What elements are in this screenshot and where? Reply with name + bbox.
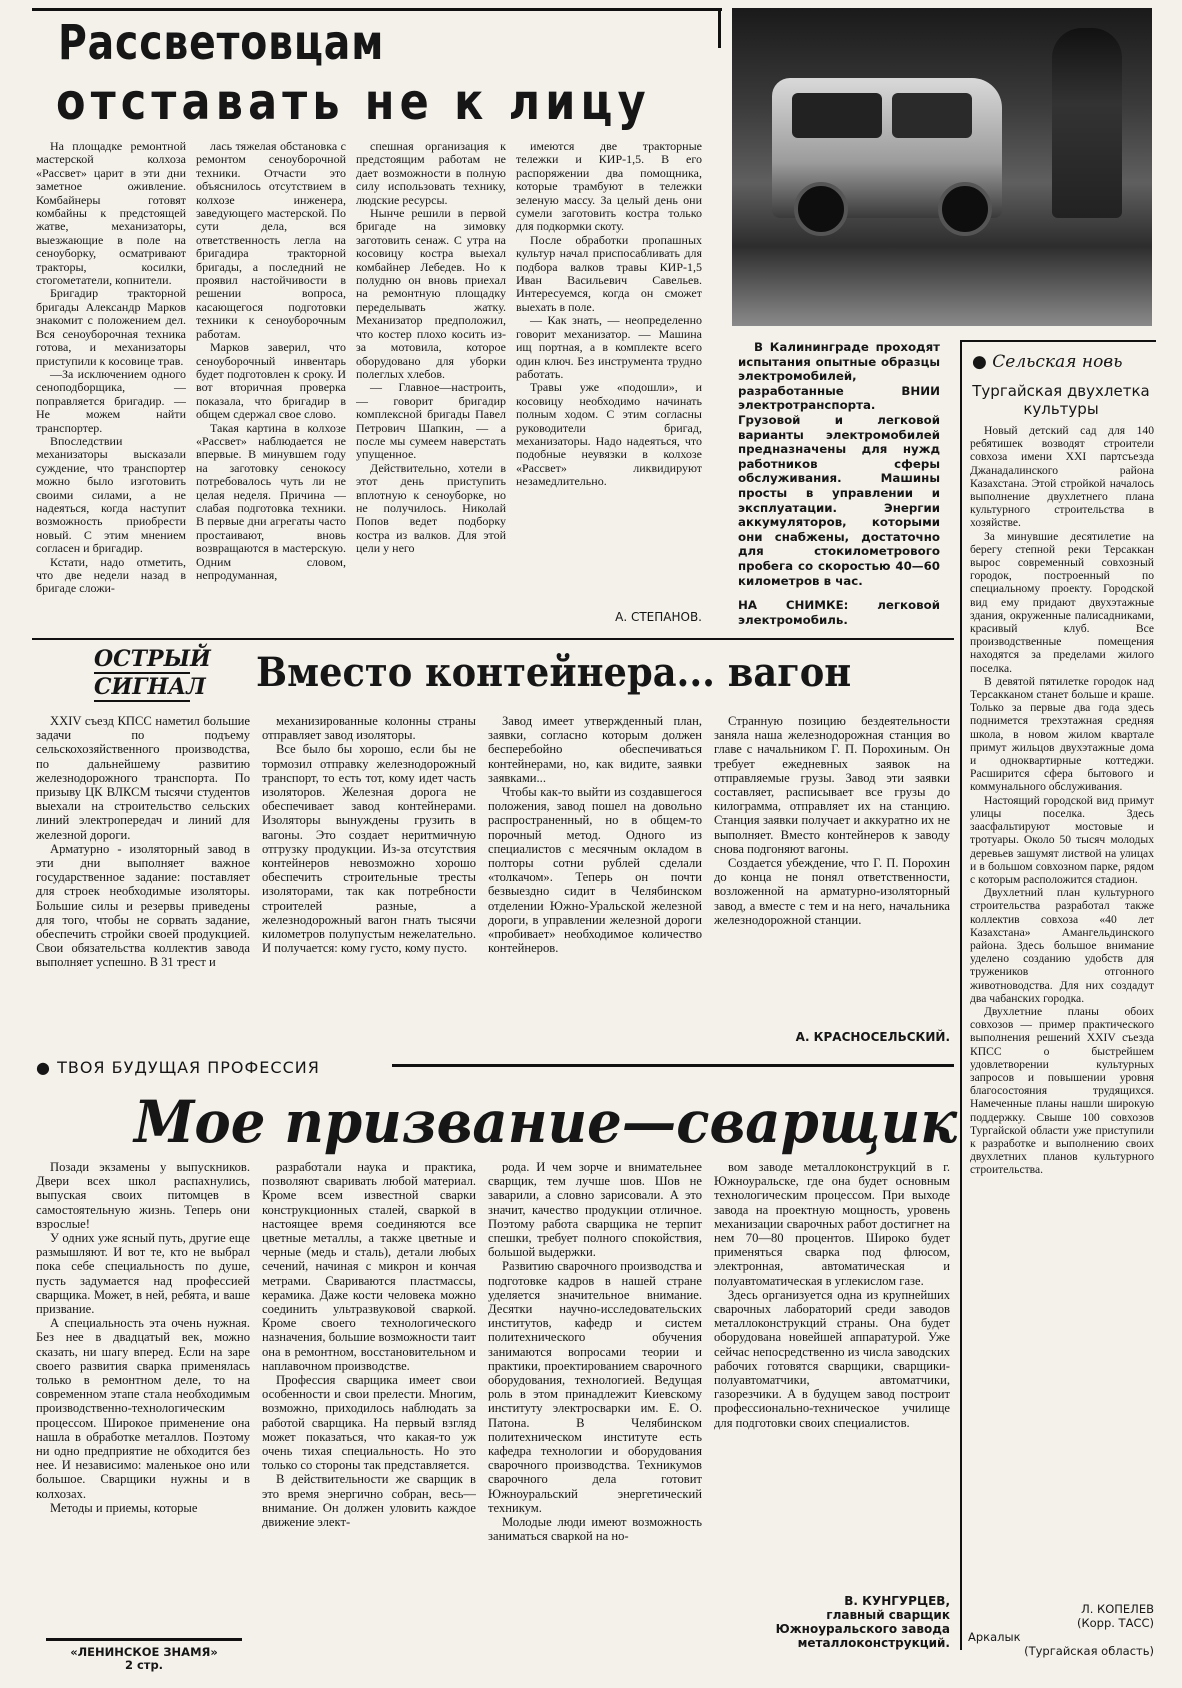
sidebar-text (970, 424, 1154, 1600)
paragraph: —За исключением одного сеноподборщика, — поправляется бригадир. — Не можем найти транспортер. (36, 366, 186, 435)
paragraph: Чтобы как-то выйти из создавшегося положения, завод пошел на довольно распространенный, но в общем-то порочный метод. Одного из специалистов с месячным окладом в полторы сотни рублей сделали «толкачом». Теперь он почти безвыездно сидит в Челябинском отделении Южно-Уральской железной дороги, в управлении железной дороги «пробивает» необходимое количество контейнеров. (488, 785, 702, 956)
article3-rubric (36, 1058, 376, 1077)
article2-signature: А. КРАСНОСЕЛЬСКИЙ. (795, 1030, 950, 1044)
sidebar-frame-left (960, 340, 962, 1650)
kicker-line2: СИГНАЛ (94, 674, 206, 700)
article1-column-4 (516, 140, 702, 605)
photo-caption-text: В Калининграде проходят испытания опытные образцы электромобилей, разработанные ВНИИ электротранспорта. Грузовой и легковой варианты электромобилей предназначены для нужд работников сферы обслуживания. Машины просты в управлении и эксплуатации. Энергии аккумуляторов, которыми они снабжены, достаточно для стокилометрового пробега со скоростью 40—60 километров в час. (738, 340, 940, 588)
article3-rule (392, 1064, 954, 1067)
article3-headline: Мое призвание—сварщик (134, 1088, 958, 1156)
paragraph: Молодые люди имеют возможность заниматься сваркой на но- (488, 1515, 702, 1544)
paragraph: Методы и приемы, которые (50, 1500, 198, 1515)
paragraph: Настоящий городской вид примут улицы поселка. Здесь заасфальтируют мостовые и тротуары. Около 50 тысяч молодых деревьев зашумят листвой на улицах и в большом совхозном парке, рядом с которым расположится стадион. (970, 793, 1154, 886)
on-picture-text: легковой электромобиль. (738, 598, 941, 627)
paragraph: Кстати, надо отметить, что две недели назад в бригаде сложи- (36, 554, 186, 596)
sidebar-dateline: Аркалык (968, 1630, 1021, 1644)
article2-column-2 (262, 714, 476, 1046)
sidebar-frame-top (960, 340, 1156, 342)
footer-rule (46, 1638, 242, 1641)
paragraph: лась тяжелая обстановка с ремонтом сеноуборочной техники. Отчасти это объяснилось отсутствием в колхозе инженера, заведующего мастерской. По сути дела, вся ответственность легла на бригадира тракторной бригады, а последний не проявил настойчивости в решении вопроса, касающегося подготовки техники к сеноуборочным работам. (196, 140, 346, 341)
article1-headline-line1: Рассветовцам (58, 15, 385, 71)
paragraph: Позади экзамены у выпускников. Двери всех школ распахнулись, выпуская своих питомцев в самостоятельную жизнь. Теперь они взрослые! (36, 1160, 250, 1231)
article1-frame-right (718, 8, 721, 48)
paragraph: За минувшие десятилетие на берегу степной реки Терсаккан вырос современный совхозный городок, построенный по специальному проекту. Городской вид ему придают двухэтажные здания, окруженные палисадниками, красивый клуб. Все производственные помещения находятся за пределами жилого поселка. (970, 529, 1154, 675)
paragraph: Марков заверил, что сеноуборочный инвентарь будет подготовлен к сроку. И вот вторичная проверка показала, что бригадир в общем сдержал свое слово. (196, 340, 346, 422)
paragraph: А специальность эта очень нужная. Без нее в двадцатый век, можно сказать, ни шагу вперед. Если на заре своего развития сварка применялась только в ремонтном деле, то на современном этапе стала необходимым производственно-технологическим процессом. Широкое применение она нашла в обработке металлов. Поэтому ни одно предприятие не обходится без нее. И независимо: маленькое оно или большое. Сварщики нужны и в колхозах. (36, 1316, 250, 1501)
article3-rubric-text: ТВОЯ БУДУЩАЯ ПРОФЕССИЯ (57, 1058, 320, 1077)
car-shape (772, 78, 1002, 218)
paragraph: Профессия сварщика имеет свои особенности и свои прелести. Многим, возможно, приходилось наблюдать за работой сварщика. На первый взгляд может показаться, что какая-то уж очень тихая специальность. Но это только со стороны так представляется. (262, 1373, 476, 1473)
car-window (892, 93, 972, 138)
paragraph: После обработки пропашных культур начал приспосабливать для подбора валков травы КИР-1,5 Иван Васильевич Савельев. Интересуемся, когда он сможет выехать в поле. (516, 232, 702, 314)
article3-column-3 (488, 1160, 702, 1680)
article2-kicker (94, 646, 211, 702)
article1-column-3 (356, 140, 506, 630)
paragraph: Новый детский сад для 140 ребятишек возводят строители совхоза имени XXI партсъезда Джанадалинского района Казахстана. Этой стройкой началось выполнение двухлетнего плана культурного строительства в хозяйстве. (970, 424, 1154, 530)
paragraph: Развитию сварочного производства и подготовке кадров в нашей стране уделяется значительное внимание. Десятки научно-исследовательских институтов, кафедр и систем политехнического обучения занимаются вопросами теории и практики, проектированием сварочного оборудования, технологией. Ведущая роль в этом принадлежит Киевскому институту электросварки им. Е. О. Патона. В Челябинском политехническом институте есть кафедра технологии и оборудования сварочного производства. Техникумов сварочного дела готовит Южноуральский энергетический техникум. (488, 1259, 702, 1515)
paragraph: Действительно, хотели в этот день приступить вплотную к сеноуборке, но не получилось. Николай Попов ведет подборку костра из валков. Для этой цели у него (356, 460, 506, 556)
paragraph: — Как знать, — неопределенно говорит механизатор. — Машина ищ портная, а в комплекте всего один ключ. Без инструмента трудно работать. (516, 313, 702, 381)
article2-column-1 (36, 714, 250, 1046)
person-figure (1052, 28, 1122, 218)
sidebar-headline: Тургайская двухлетка культуры (972, 382, 1150, 418)
paragraph: Странную позицию бездеятельности заняла наша железнодорожная станция во главе с начальником Г. П. Порохиным. Он требует ежедневных заявок на отправляемые грузы. Завод эти заявки составляет, расписывает все грузы до килограмма, отправляет их на станцию. Станция заявки получает и аккуратно их не выполняет. Вместо контейнеров к заводу снова подгоняют вагоны. (714, 714, 950, 856)
car-window (792, 93, 882, 138)
paragraph: разработали наука и практика, позволяют сваривать любой материал. Кроме всем известной сварки конструкционных сталей, сваркой в настоящее время соединяются все цветные металлы, а также цветные и черные (медь и сталь), детали любых сечений, начиная с микрон и кончая метрами. Свариваются пластмассы, керамика. Даже кости человека можно соединить ультразвуковой сваркой. Кроме своего технологического назначения, большие возможности таит она в ремонтном, восстановительном и наплавочном производстве. (262, 1160, 476, 1373)
article1-frame-top (32, 8, 722, 11)
footer-paper-name: «ЛЕНИНСКОЕ ЗНАМЯ» (70, 1645, 218, 1659)
car-wheel (794, 182, 848, 236)
sidebar-signature-org: (Корр. ТАСС) (1076, 1616, 1154, 1630)
paragraph: механизированные колонны страны отправляет завод изоляторы. (262, 714, 476, 743)
article1-headline-line2: отставать не к лицу (56, 73, 651, 131)
paragraph: На площадке ремонтной мастерской колхоза «Рассвет» царит в эти дни заметное оживление. Комбайнеры готовят комбайны к предстоящей жатве, механизаторы, выезжающие в поле на сеноуборку, осматривают тракторы, косилки, стогометатели, копнители. (36, 140, 186, 288)
paragraph: Завод имеет утвержденный план, заявки, согласно которым должен бесперебойно обеспечиваться контейнерами, но, как видите, заявки заявками... (488, 714, 702, 785)
paragraph: Нынче решили в первой бригаде на зимовку заготовить сенаж. С утра на косовицу костра выехал комбайнер Лебедев. Но к полудню он вновь приехал на ремонтную площадку переделывать жатку. Механизатор предположил, что костер плохо косить из-за мотовила, которое оборудовано для уборки полеглых хлебов. (356, 206, 506, 381)
paragraph: — Главное—настроить, — говорит бригадир комплексной бригады Павел Петрович Шапкин, — а после мы сумеем наверстать упущенное. (356, 380, 506, 462)
paragraph: Здесь организуется одна из крупнейших сварочных лабораторий среди заводов металлоконструкций страны. Она будет оборудована новейшей аппаратурой. Уже сейчас непосредственно из числа заводских рабочих готовятся сварщики, сварщики-полуавтоматчики, автоматчики, газорезчики. А в будущем завод построит профессионально-техническое училище для подготовки своих специалистов. (714, 1287, 950, 1430)
paragraph: рода. И чем зорче и внимательнее сварщик, тем лучше шов. Шов не заварили, а словно зарисовали. А это значит, качество продукции отличное. Поэтому работа сварщика не терпит спешки, требует полного спокойствия, большой выдержки. (488, 1160, 702, 1260)
article2-headline: Вместо контейнера... вагон (256, 649, 852, 696)
article3-signature-block (714, 1594, 950, 1650)
paragraph: Впоследствии механизаторы высказали суждение, что транспортер можно было изготовить своими силами, а не надеяться, когда наступит возможность приобрести новый. С этим мнением согласен и бригадир. (36, 433, 186, 556)
sidebar-rubric (972, 352, 1152, 372)
paragraph: имеются две тракторные тележки и КИР-1,5. В его распоряжении два помощника, которые трамбуют в тележки зеленую массу. За целый день они сумели заготовить костра только для подкормки скоту. (516, 140, 702, 234)
sidebar-signature: Л. КОПЕЛЕВ (1081, 1602, 1154, 1616)
paragraph: Двухлетний план культурного строительства разработал также коллектив совхоза «40 лет Казахстана» Амангельдинского района. Здесь большое внимание уделено созданию удобств для тружеников отгонного животноводства. Для них создадут два чабанских городка. (970, 886, 1154, 1005)
electromobile-photo (732, 8, 1152, 326)
paragraph: XXIV съезд КПСС наметил большие задачи по подъему сельскохозяйственного производства, по дальнейшему развитию железнодорожного транспорта. По призыву ЦК ВЛКСМ тысячи студентов выехали на строительство сельских линий электропередач и линий для железной дороги. (36, 714, 250, 842)
paragraph: В девятой пятилетке городок над Терсакканом станет больше и краше. Только за первые два года здесь поднимется трехэтажная средняя школа, в новом жилом квартале примут жильцов двухэтажные дома и одноквартирные коттеджи. Расширится сфера бытового и коммунального обслуживания. (970, 674, 1154, 794)
article1-signature: А. СТЕПАНОВ. (615, 610, 702, 624)
sidebar-rubric-text: Сельская новь (992, 352, 1123, 372)
article3-signature: В. КУНГУРЦЕВ, (844, 1594, 950, 1608)
sidebar-signature-block (968, 1602, 1154, 1658)
photo-caption (738, 340, 940, 627)
article3-signature-title: главный сварщик Южноуральского завода металлоконструкций. (775, 1608, 950, 1650)
article1-column-1 (36, 140, 186, 630)
footer (46, 1646, 242, 1672)
article3-column-4 (714, 1160, 950, 1590)
paragraph: спешная организация к предстоящим работам не дает возможности в полную силу использовать технику, людские ресурсы. (356, 140, 506, 207)
paragraph: Создается убеждение, что Г. П. Порохин до конца не понял ответственности, возложенной на арматурно-изоляторный завод, а вместе с тем и на него, начальника железнодорожной станции. (714, 856, 950, 927)
kicker-line1: ОСТРЫЙ (94, 646, 211, 672)
paragraph: Такая картина в колхозе «Рассвет» наблюдается не впервые. В минувшем году на заготовку сенокосу потребовалось чуть ли не целая неделя. Причина — слабая подготовка техники. В первые дни агрегаты часто простаивают, вновь возвращаются в мастерскую. Одним словом, непродуманная, (196, 420, 346, 582)
sidebar-dateline-region: (Тургайская область) (1024, 1644, 1154, 1658)
article3-column-2 (262, 1160, 476, 1680)
on-picture-label: НА СНИМКЕ: (738, 598, 849, 613)
article3-column-1 (36, 1160, 250, 1620)
paragraph: У одних уже ясный путь, другие еще размышляют. И вот те, кто не выбрал пока себе специальность по душе, пусть задумается над профессией сварщика. Может, в ней, ребята, и ваше призвание. (36, 1231, 250, 1317)
article2-column-4 (714, 714, 950, 1026)
paragraph: Бригадир тракторной бригады Александр Марков знакомит с положением дел. Вся сеноуборочная техника готова, и механизаторы приступили к косовице трав. (36, 286, 186, 368)
bullet-icon: ● (36, 1058, 51, 1077)
article1-column-2 (196, 140, 346, 630)
paragraph: Все было бы хорошо, если бы не тормозил отправку железнодорожный транспорт, то есть тот, кому идет часть изоляторов. Железная дорога не обеспечивает завод контейнерами. Изоляторы вынуждены грузить в вагоны. Это создает неритмичную отгрузку продукции. Из-за отсутствия контейнеров невозможно хорошо обеспечить строительные тресты изоляторами, так как потребности строителей разные, а железнодорожный вагон гнать тысячи километров полупустым нежелательно. И получается: кому густо, кому пусто. (262, 742, 476, 956)
footer-page: 2 стр. (124, 1658, 164, 1672)
bullet-icon: ● (972, 352, 987, 372)
paragraph: Двухлетние планы обоих совхозов — пример практического выполнения решений XXIV съезда КПСС о быстрейшем удовлетворении культурных запросов и повышении уровня благосостояния трудящихся. Намеченные планы нашли широкую поддержку. Свыше 100 совхозов Тургайской области уже приступили к разработке и выполнению своих двухлетних планов культурного строительства. (970, 1004, 1154, 1177)
paragraph: Арматурно - изоляторный завод в эти дни выполняет важное государственное задание: поставляет для строек необходимые изоляторы. Большие силы и резервы приведены для того, чтобы не сорвать задание, обеспечить стройки своей продукцией. Свои обязательства коллектив завода выполняет успешно. В 31 трест и (36, 841, 250, 970)
paragraph: Травы уже «подошли», и косовицу необходимо начинать полным ходом. С этим согласны руководители бригад, механизаторы. Надо надеяться, что подобные неувязки в колхозе «Рассвет» ликвидируют незамедлительно. (516, 380, 702, 489)
article2-rule (32, 638, 954, 640)
car-wheel (938, 182, 992, 236)
paragraph: вом заводе металлоконструкций в г. Южноуральске, где она будет основным технологическим процессом. При выходе завода на проектную мощность, уровень механизации сварочных работ достигнет на нем 70—80 процентов. Широко будет применяться сварка под флюсом, электронная, автоматическая и полуавтоматическая в углекислом газе. (714, 1160, 950, 1288)
article2-column-3 (488, 714, 702, 1046)
paragraph: В действительности же сварщик в это время энергично собран, весь—внимание. Он должен уловить каждое движение элект- (262, 1472, 476, 1530)
